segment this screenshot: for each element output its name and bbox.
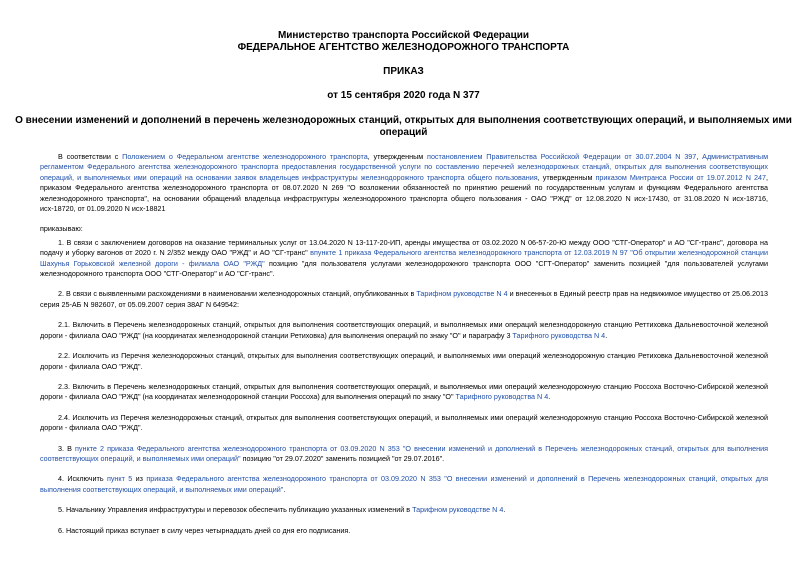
document-title: О внесении изменений и дополнений в перечень железнодорожных станций, открытых для выполнения соответствующих операций, и выполняемых ими операций	[15, 115, 792, 138]
paragraph	[40, 238, 768, 280]
document-link[interactable]: Тарифного руководства N 4	[512, 330, 606, 340]
paragraph-text: 2. В связи с выявленными расхождениями в наименовании железнодорожных станций, опубликованных в	[58, 289, 417, 299]
paragraph-text: .	[283, 484, 286, 494]
document-link[interactable]: Положением о Федеральном агентстве железнодорожного транспорта	[122, 152, 368, 161]
paragraph-text: 4. Исключить	[58, 474, 107, 484]
paragraph-text: 3. В	[58, 443, 76, 453]
paragraph-text: позицию "от 29.07.2020" заменить позицией "от 29.07.2016".	[240, 453, 445, 463]
paragraph	[40, 505, 768, 515]
paragraph	[40, 152, 768, 214]
paragraph-text: В соответствии с	[58, 152, 123, 161]
paragraph	[40, 351, 768, 372]
paragraph-text: из	[132, 474, 147, 484]
paragraph-text: 2.3. Включить в Перечень железнодорожных станций, открытых для выполнения соответствующих операций, и выполняемых ими операций железнодорожную станцию Россоха Восточно-Сибирской железной дороги - филиала ОАО "РЖД" (на координатах железнодорожной станции Россоха) для выполнения операций по знаку "О"	[40, 381, 768, 402]
paragraph-text: 2.2. Исключить из Перечня железнодорожных станций, открытых для выполнения соответствующих операций, и выполняемых ими операций железнодорожную станцию Ретиховка Дальневосточной железной дороги - филиала ОАО "РЖД".	[40, 351, 768, 371]
document-body	[40, 152, 768, 546]
paragraph	[40, 444, 768, 465]
paragraph-text: позицию "для пользователя услугами железнодорожного транспорта ООО "СГТ-Оператор" заменить позицией "для пользователей услугами железнодорожного транспорта ООО "СТГ-Оператор" и АО "СГ-транс".	[40, 258, 768, 279]
paragraph-text: 2.1. Включить в Перечень железнодорожных станций, открытых для выполнения соответствующих операций, и выполняемых ими операций железнодорожную станцию Реттиховка Дальневосточной железной дороги - филиала ОАО "РЖД" (на координатах железнодорожной станции Ретиховка) для выполнения операций по знаку "О" и параграфу 3	[40, 320, 768, 340]
document-link[interactable]: Тарифном руководстве N 4	[412, 505, 504, 515]
document-link[interactable]: приказа Федерального агентства железнодорожного транспорта от 03.09.2020 N 353 "О внесении изменений и дополнений в Перечень железнодорожных станций, открытых для выполнения соответствующих операций, и выполняемых ими операций"	[40, 474, 768, 494]
document-link[interactable]: приказом Минтранса России от 19.07.2012 N 247	[595, 172, 766, 182]
document-link[interactable]: пункт 5	[106, 474, 133, 484]
document-link[interactable]: постановлением Правительства Российской Федерации от 30.07.2004 N 397	[427, 152, 697, 161]
paragraph-text: 6. Настоящий приказ вступает в силу через четырнадцать дней со дня его подписания.	[58, 525, 351, 535]
document-link[interactable]: Административным регламентом Федерального агентства железнодорожного транспорта предоставления государственной услуги по составлению перечней железнодорожных станций, открытых для выполнения соответствующих операций, и выполняемых ими операций на основании заявок владельцев инфраструктуры железнодорожного транспорта общего пользования	[40, 152, 769, 182]
paragraph	[40, 289, 768, 310]
paragraph	[40, 526, 768, 536]
paragraph	[40, 224, 768, 234]
paragraph-text: , утвержденным	[537, 172, 596, 182]
paragraph	[40, 474, 768, 495]
agency-name: ФЕДЕРАЛЬНОЕ АГЕНТСТВО ЖЕЛЕЗНОДОРОЖНОГО ТРАНСПОРТА	[237, 42, 570, 53]
paragraph-text: 1. В связи с заключением договоров на оказание терминальных услуг от 13.04.2020 N 13-117-20-ИП, аренды имущества от 03.02.2020 N 06-57-20-Ю между ООО "СТГ-Оператор" и АО "СГ-транс", договора на подачу и уборку вагонов от 2020 г. N 2/352 между ОАО "РЖД" и АО "СГ-транс"	[40, 237, 768, 258]
paragraph	[40, 320, 768, 341]
document-link[interactable]: Тарифном руководстве N 4	[416, 289, 508, 299]
ministry-name: Министерство транспорта Российской Федерации	[277, 30, 530, 41]
document-link[interactable]: впунктe 1 приказа Федерального агентства железнодорожного транспорта от 12.03.2019 N 97 "Об открытии железнодорожной станции Шахунья Горьковской железной дороги - филиала ОАО "РЖД"	[40, 248, 769, 268]
paragraph	[40, 413, 768, 434]
paragraph-text: .	[503, 505, 506, 515]
paragraph-text: , утвержденным	[367, 152, 428, 161]
paragraph-text: приказываю:	[40, 224, 83, 234]
paragraph-text: 2.4. Исключить из Перечня железнодорожных станций, открытых для выполнения соответствующих операций, и выполняемых ими операций железнодорожную станцию Россоха Восточно-Сибирской железной дороги - филиала ОАО "РЖД".	[40, 412, 768, 433]
paragraph-text: .	[548, 392, 551, 402]
document-link[interactable]: Тарифного руководства N 4	[455, 392, 549, 402]
paragraph	[40, 382, 768, 403]
paragraph-text: 5. Начальнику Управления инфраструктуры и перевозок обеспечить публикацию указанных изменений в	[58, 505, 413, 515]
paragraph-text: .	[605, 330, 608, 340]
document-link[interactable]: пункте 2 приказа Федерального агентства железнодорожного транспорта от 03.09.2020 N 353 "О внесении изменений и дополнений в Перечень железнодорожных станций, открытых для выполнения соответствующих операций, и выполняемых ими операций"	[40, 443, 768, 463]
paragraph-text: ,	[696, 152, 703, 161]
paragraph-text: и внесенных в Единый реестр прав на недвижимое имущество от 25.06.2013 серия 25-АБ N 982607, от 05.09.2007 серия 38АГ N 649542:	[40, 289, 769, 309]
document-type: ПРИКАЗ	[383, 66, 424, 77]
document-date-number: от 15 сентября 2020 года N 377	[327, 90, 480, 101]
paragraph-text: , приказом Федерального агентства железнодорожного транспорта от 08.07.2020 N 269 "О возложении обязанностей по принятию решений по государственным услугам и функциям Федерального агентства железнодорожного транспорта", на основании обращений владельца инфраструктуры железнодорожного транспорта общего пользования - ОАО "РЖД" от 12.08.2020 N исх-17430, от 31.08.2020 N исх-18716, исх-18720, от 01.09.2020 N исх-18821	[40, 172, 768, 214]
